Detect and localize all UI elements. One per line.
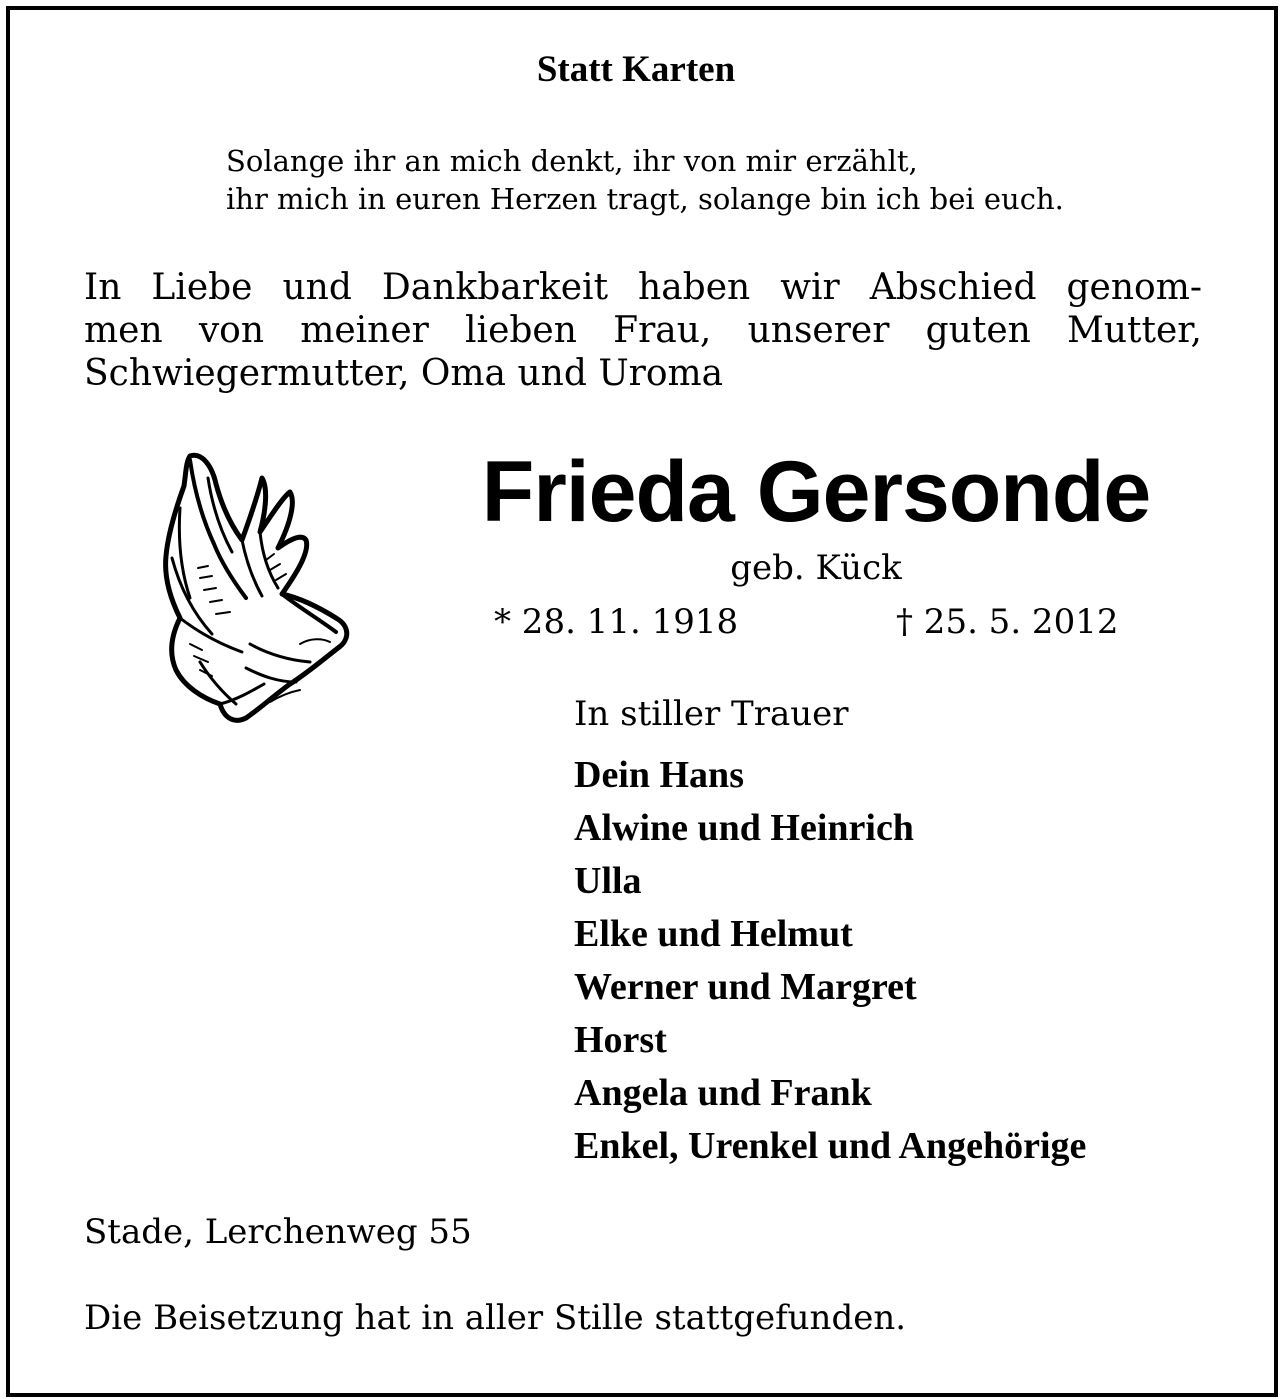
motto-line-1: Solange ihr an mich denkt, ihr von mir erzählt, xyxy=(226,144,918,178)
intro-text xyxy=(84,266,1202,395)
mourning-phrase: In stiller Trauer xyxy=(574,694,849,734)
intro-line-3: Schwiegermutter, Oma und Uroma xyxy=(84,353,724,394)
motto-quote xyxy=(226,142,1064,218)
motto-line-2: ihr mich in euren Herzen tragt, solange bin ich bei euch. xyxy=(226,182,1064,216)
address: Stade, Lerchenweg 55 xyxy=(84,1212,472,1252)
mourners-list xyxy=(574,752,1086,1176)
mourner-item: Werner und Margret xyxy=(574,966,917,1008)
burial-note: Die Beisetzung hat in aller Stille stattgefunden. xyxy=(84,1298,907,1338)
death-date: † 25. 5. 2012 xyxy=(896,602,1119,642)
mourner-item: Angela und Frank xyxy=(574,1072,872,1114)
mourner-item: Horst xyxy=(574,1019,667,1061)
mourner-item: Elke und Helmut xyxy=(574,913,853,955)
mourner-item: Alwine und Heinrich xyxy=(574,807,914,849)
praying-hands-icon xyxy=(150,448,360,726)
mourner-item: Enkel, Urenkel und Angehörige xyxy=(574,1125,1087,1167)
mourner-item: Dein Hans xyxy=(574,754,744,796)
mourner-item: Ulla xyxy=(574,860,642,902)
birth-date: * 28. 11. 1918 xyxy=(494,602,739,642)
deceased-name: Frieda Gersonde xyxy=(481,444,1151,540)
notice-heading: Statt Karten xyxy=(536,49,736,90)
maiden-name: geb. Kück xyxy=(730,548,902,588)
intro-line-1: In Liebe und Dankbarkeit haben wir Abschied genom- xyxy=(84,267,1202,308)
intro-line-2: men von meiner lieben Frau, unserer guten Mutter, xyxy=(84,310,1202,351)
